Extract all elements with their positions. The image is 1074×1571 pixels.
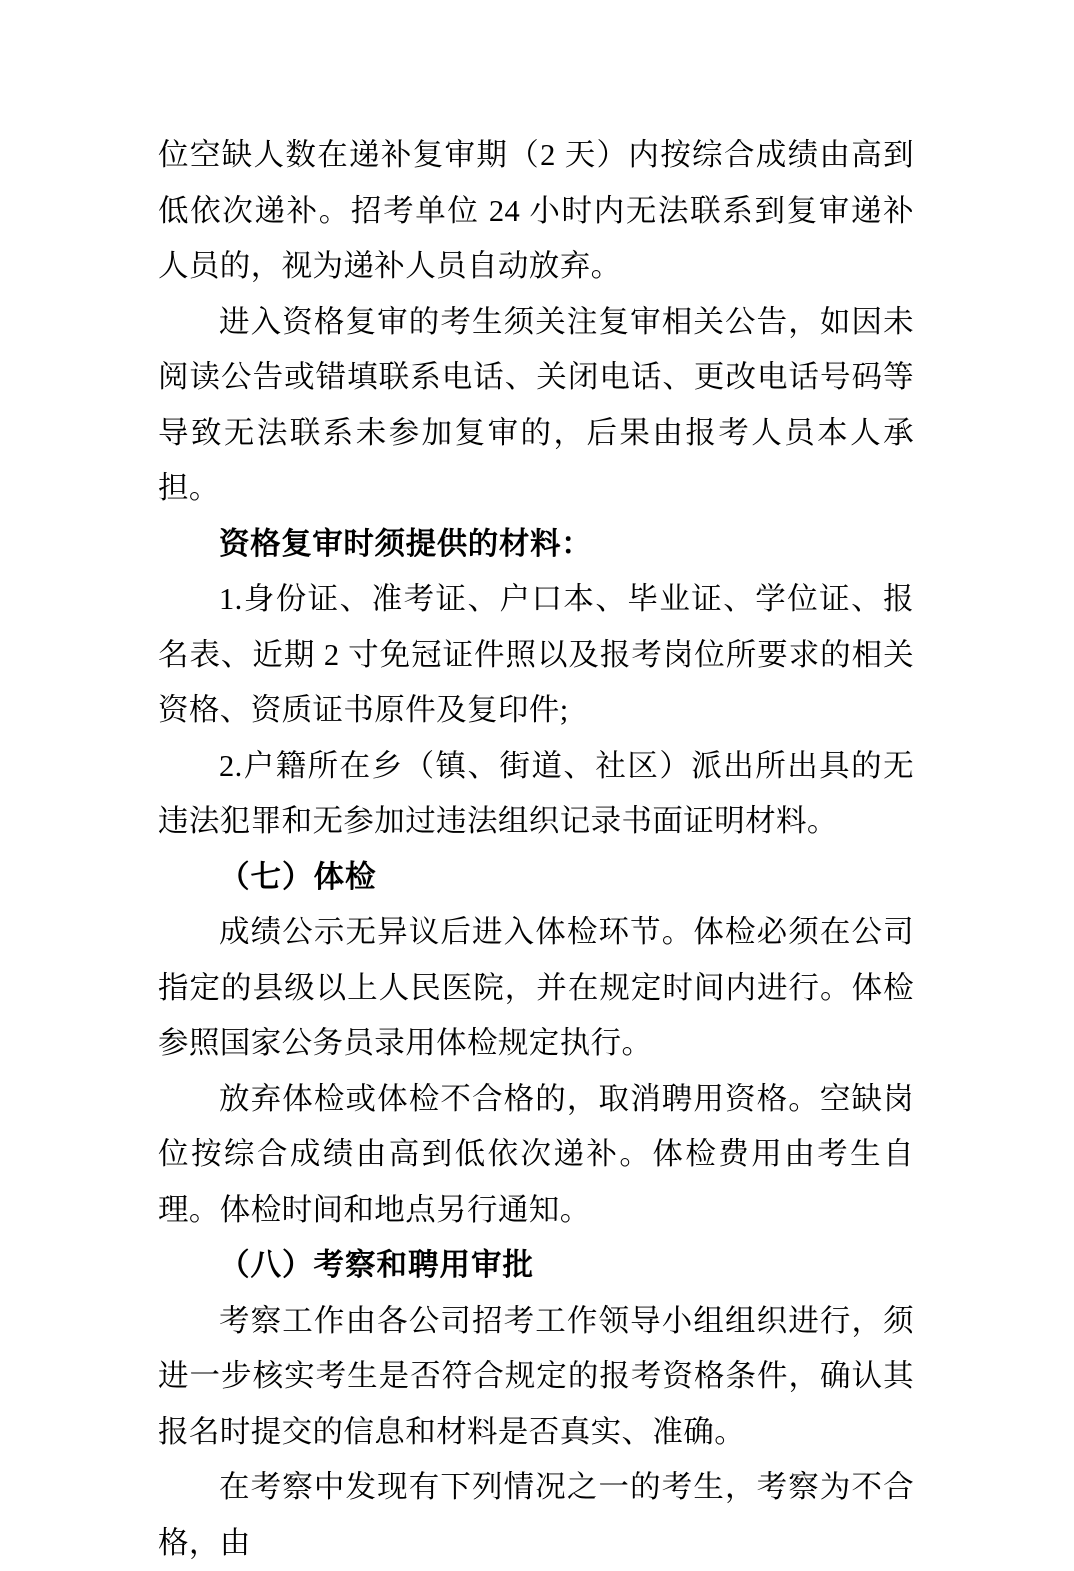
list-item-1: 1.身份证、准考证、户口本、毕业证、学位证、报名表、近期 2 寸免冠证件照以及报考岗位所要求的相关资格、资质证书原件及复印件; (158, 582, 914, 727)
paragraph-fushen-notice: 进入资格复审的考生须关注复审相关公告，如因未阅读公告或错填联系电话、关闭电话、更改电话号码等导致无法联系未参加复审的，后果由报考人员本人承担。 (158, 304, 914, 505)
heading-section-eight: （八）考察和聘用审批 (219, 1248, 534, 1282)
paragraph-tijian-2: 放弃体检或体检不合格的，取消聘用资格。空缺岗位按综合成绩由高到低依次递补。体检费用由考生自理。体检时间和地点另行通知。 (158, 1081, 914, 1227)
document-body (158, 128, 914, 1571)
list-item-2: 2.户籍所在乡（镇、街道、社区）派出所出具的无违法犯罪和无参加过违法组织记录书面证明材料。 (158, 748, 914, 838)
paragraph-dibu-continued: 位空缺人数在递补复审期（2 天）内按综合成绩由高到低依次递补。招考单位 24 小时内无法联系到复审递补人员的，视为递补人员自动放弃。 (158, 138, 914, 283)
paragraph-kaocha-1: 考察工作由各公司招考工作领导小组组织进行，须进一步核实考生是否符合规定的报考资格条件，确认其报名时提交的信息和材料是否真实、准确。 (158, 1303, 914, 1449)
heading-materials: 资格复审时须提供的材料： (219, 526, 593, 561)
paragraph-tijian-1: 成绩公示无异议后进入体检环节。体检必须在公司指定的县级以上人民医院，并在规定时间内进行。体检参照国家公务员录用体检规定执行。 (158, 915, 914, 1060)
paragraph-kaocha-2: 在考察中发现有下列情况之一的考生，考察为不合格，由 (158, 1470, 914, 1560)
heading-section-seven: （七）体检 (219, 859, 377, 894)
